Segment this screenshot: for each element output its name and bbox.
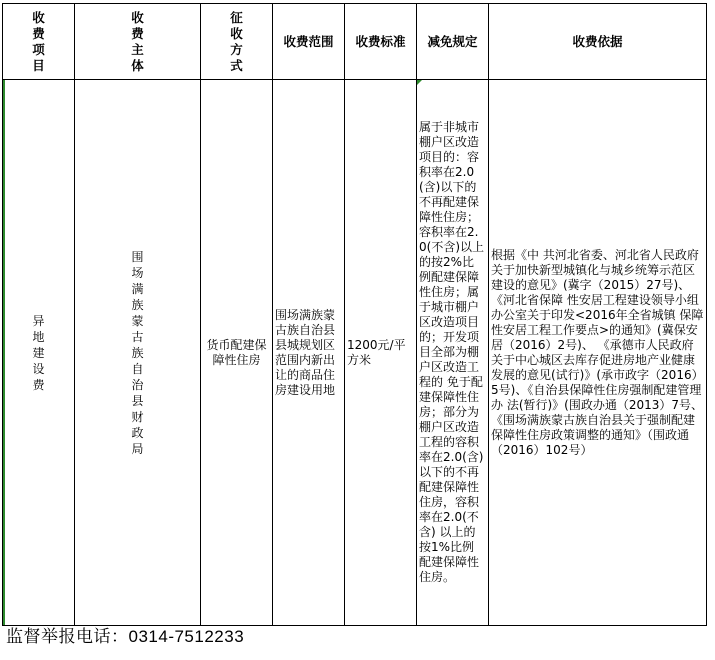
- cell-method: 货币配建保障性住房: [201, 80, 273, 626]
- header-method: [201, 4, 273, 80]
- vertical-text: 围 场 满 族 蒙 古 族 自 治 县 财 政 局: [131, 249, 144, 456]
- cell-exemption: 属于非城市棚户区改造项目的：容积率在2.0(含)以下的不再配建保障性住房；容积率在2.0(不含)以上的按2%比例配建保障性住房；属于城市棚户区改造项目的；开发项目全部为棚户区改造工程的 免于配建保障性住房；部分为棚户区改造工程的容积率在2.0(含)以下的不再配建保障性住房，容积率在2.0(不含) 以上的按1%比例配建保障性住房。: [417, 80, 489, 626]
- vertical-text: 征 收 方 式: [230, 9, 243, 73]
- header-basis: 收费依据: [489, 4, 707, 80]
- vertical-text: 异 地 建 设 费: [32, 313, 45, 392]
- vertical-text: 收 费 主 体: [131, 9, 144, 73]
- hotline-number: 0314-7512233: [128, 627, 245, 646]
- selection-edge-line: [3, 80, 5, 625]
- cell-scope: 围场满族蒙古族自治县县城规划区范围内新出让的商品住房建设用地: [273, 80, 345, 626]
- header-standard: 收费标准: [345, 4, 417, 80]
- header-scope: 收费范围: [273, 4, 345, 80]
- cell-comment-marker: [417, 80, 422, 85]
- vertical-text: 收 费 项 目: [32, 9, 45, 73]
- cell-subject: [75, 80, 201, 626]
- header-row: [3, 4, 707, 80]
- table-row: [3, 80, 707, 626]
- cell-item: [3, 80, 75, 626]
- hotline-label: 监督举报电话：: [6, 627, 129, 647]
- fee-table: [2, 3, 707, 626]
- header-subject: [75, 4, 201, 80]
- header-exemption: 减免规定: [417, 4, 489, 80]
- report-hotline: [6, 626, 244, 648]
- header-item: [3, 4, 75, 80]
- cell-standard: 1200元/平方米: [345, 80, 417, 626]
- cell-basis: 根据《中 共河北省委、河北省人民政府关于加快新型城镇化与城乡统筹示范区建设的意见》(冀字（2015）27号)、《河北省保障 性安居工程建设领导小组办公室关于印发<2016年全省城镇 保障性安居工程工作要点>的通知》(冀保安居（2016）2号)、 《承德市人民政府关于中心城区去库存促进房地产业健康 发展的意见(试行)》(承市政字（2016）5号)、《自治县保障性住房强制配建管理办 法(暂行)》(围政办通（2013）7号、《围场满族蒙古族自治县关于强制配建保障性住房政策调整的通知》（围政通（2016）102号）: [489, 80, 707, 626]
